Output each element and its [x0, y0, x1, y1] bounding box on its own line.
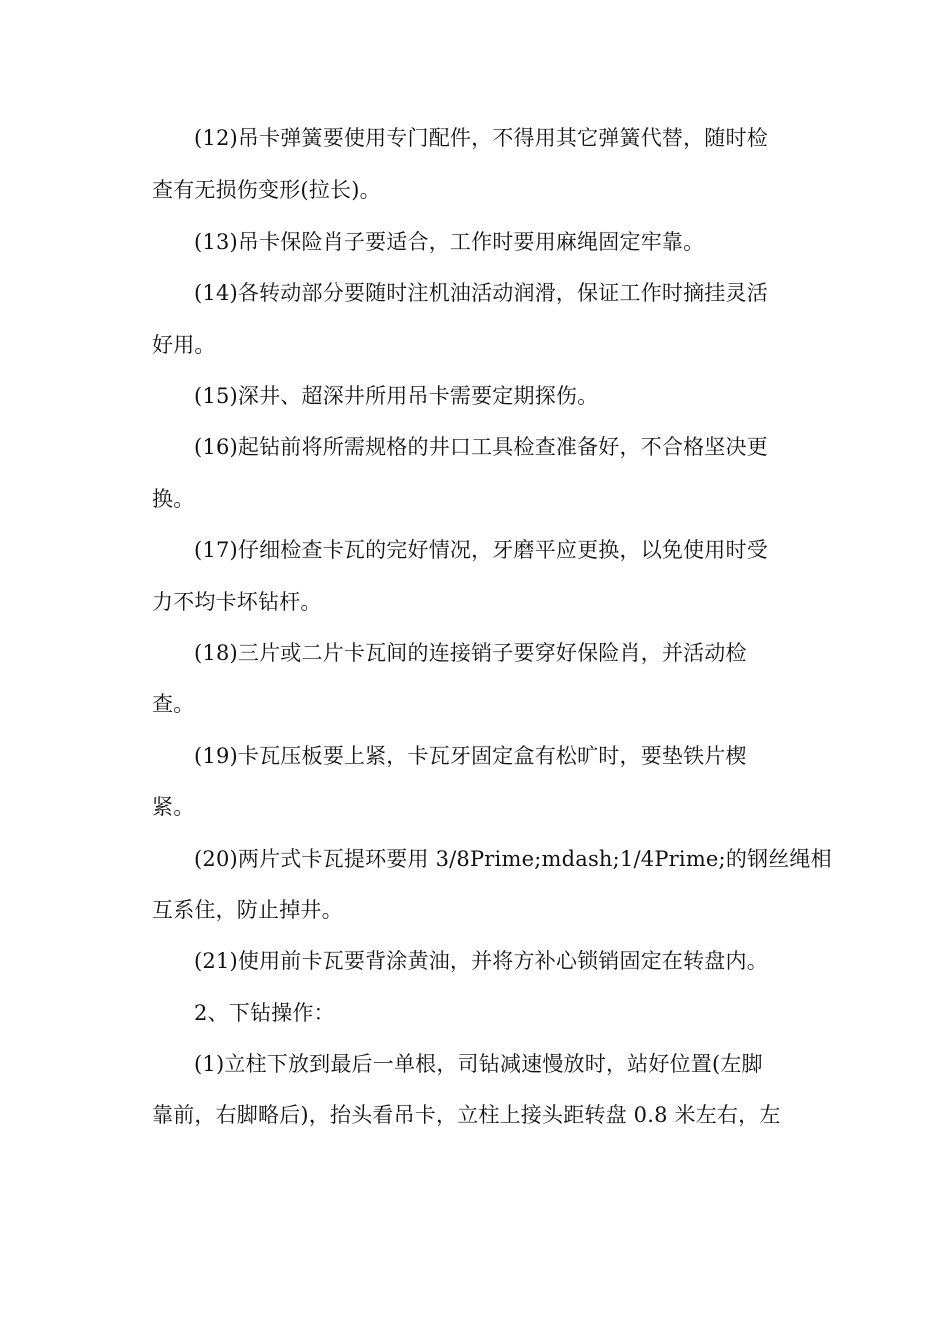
section-heading-2: 2、下钻操作： — [194, 1001, 335, 1025]
paragraph-18-line-1: (18)三片或二片卡瓦间的连接销子要穿好保险肖，并活动检 — [194, 641, 747, 665]
paragraph-20-line-1: (20)两片式卡瓦提环要用 3/8Prime;mdash;1/4Prime;的钢丝绳相 — [194, 847, 832, 871]
paragraph-19-line-1: (19)卡瓦压板要上紧，卡瓦牙固定盒有松旷时，要垫铁片楔 — [194, 744, 747, 768]
paragraph-12-line-2: 查有无损伤变形(拉长)。 — [152, 178, 381, 202]
paragraph-1-line-1: (1)立柱下放到最后一单根，司钻减速慢放时，站好位置(左脚 — [194, 1052, 763, 1076]
paragraph-19-line-2: 紧。 — [152, 795, 195, 819]
paragraph-13-line-1: (13)吊卡保险肖子要适合，工作时要用麻绳固定牢靠。 — [194, 230, 705, 254]
paragraph-20-line-2: 互系住，防止掉井。 — [152, 898, 343, 922]
paragraph-12-line-1: (12)吊卡弹簧要使用专门配件，不得用其它弹簧代替，随时检 — [194, 126, 768, 150]
paragraph-16-line-2: 换。 — [152, 487, 195, 511]
paragraph-14-line-2: 好用。 — [152, 333, 216, 357]
paragraph-17-line-2: 力不均卡坏钻杆。 — [152, 590, 322, 614]
paragraph-15-line-1: (15)深井、超深井所用吊卡需要定期探伤。 — [194, 384, 599, 408]
paragraph-1-line-2: 靠前，右脚略后)，抬头看吊卡，立柱上接头距转盘 0.8 米左右，左 — [152, 1103, 781, 1127]
paragraph-18-line-2: 查。 — [152, 692, 195, 716]
paragraph-16-line-1: (16)起钻前将所需规格的井口工具检查准备好，不合格坚决更 — [194, 435, 768, 459]
paragraph-17-line-1: (17)仔细检查卡瓦的完好情况，牙磨平应更换，以免使用时受 — [194, 538, 768, 562]
paragraph-21-line-1: (21)使用前卡瓦要背涂黄油，并将方补心锁销固定在转盘内。 — [194, 949, 768, 973]
paragraph-14-line-1: (14)各转动部分要随时注机油活动润滑，保证工作时摘挂灵活 — [194, 281, 768, 305]
